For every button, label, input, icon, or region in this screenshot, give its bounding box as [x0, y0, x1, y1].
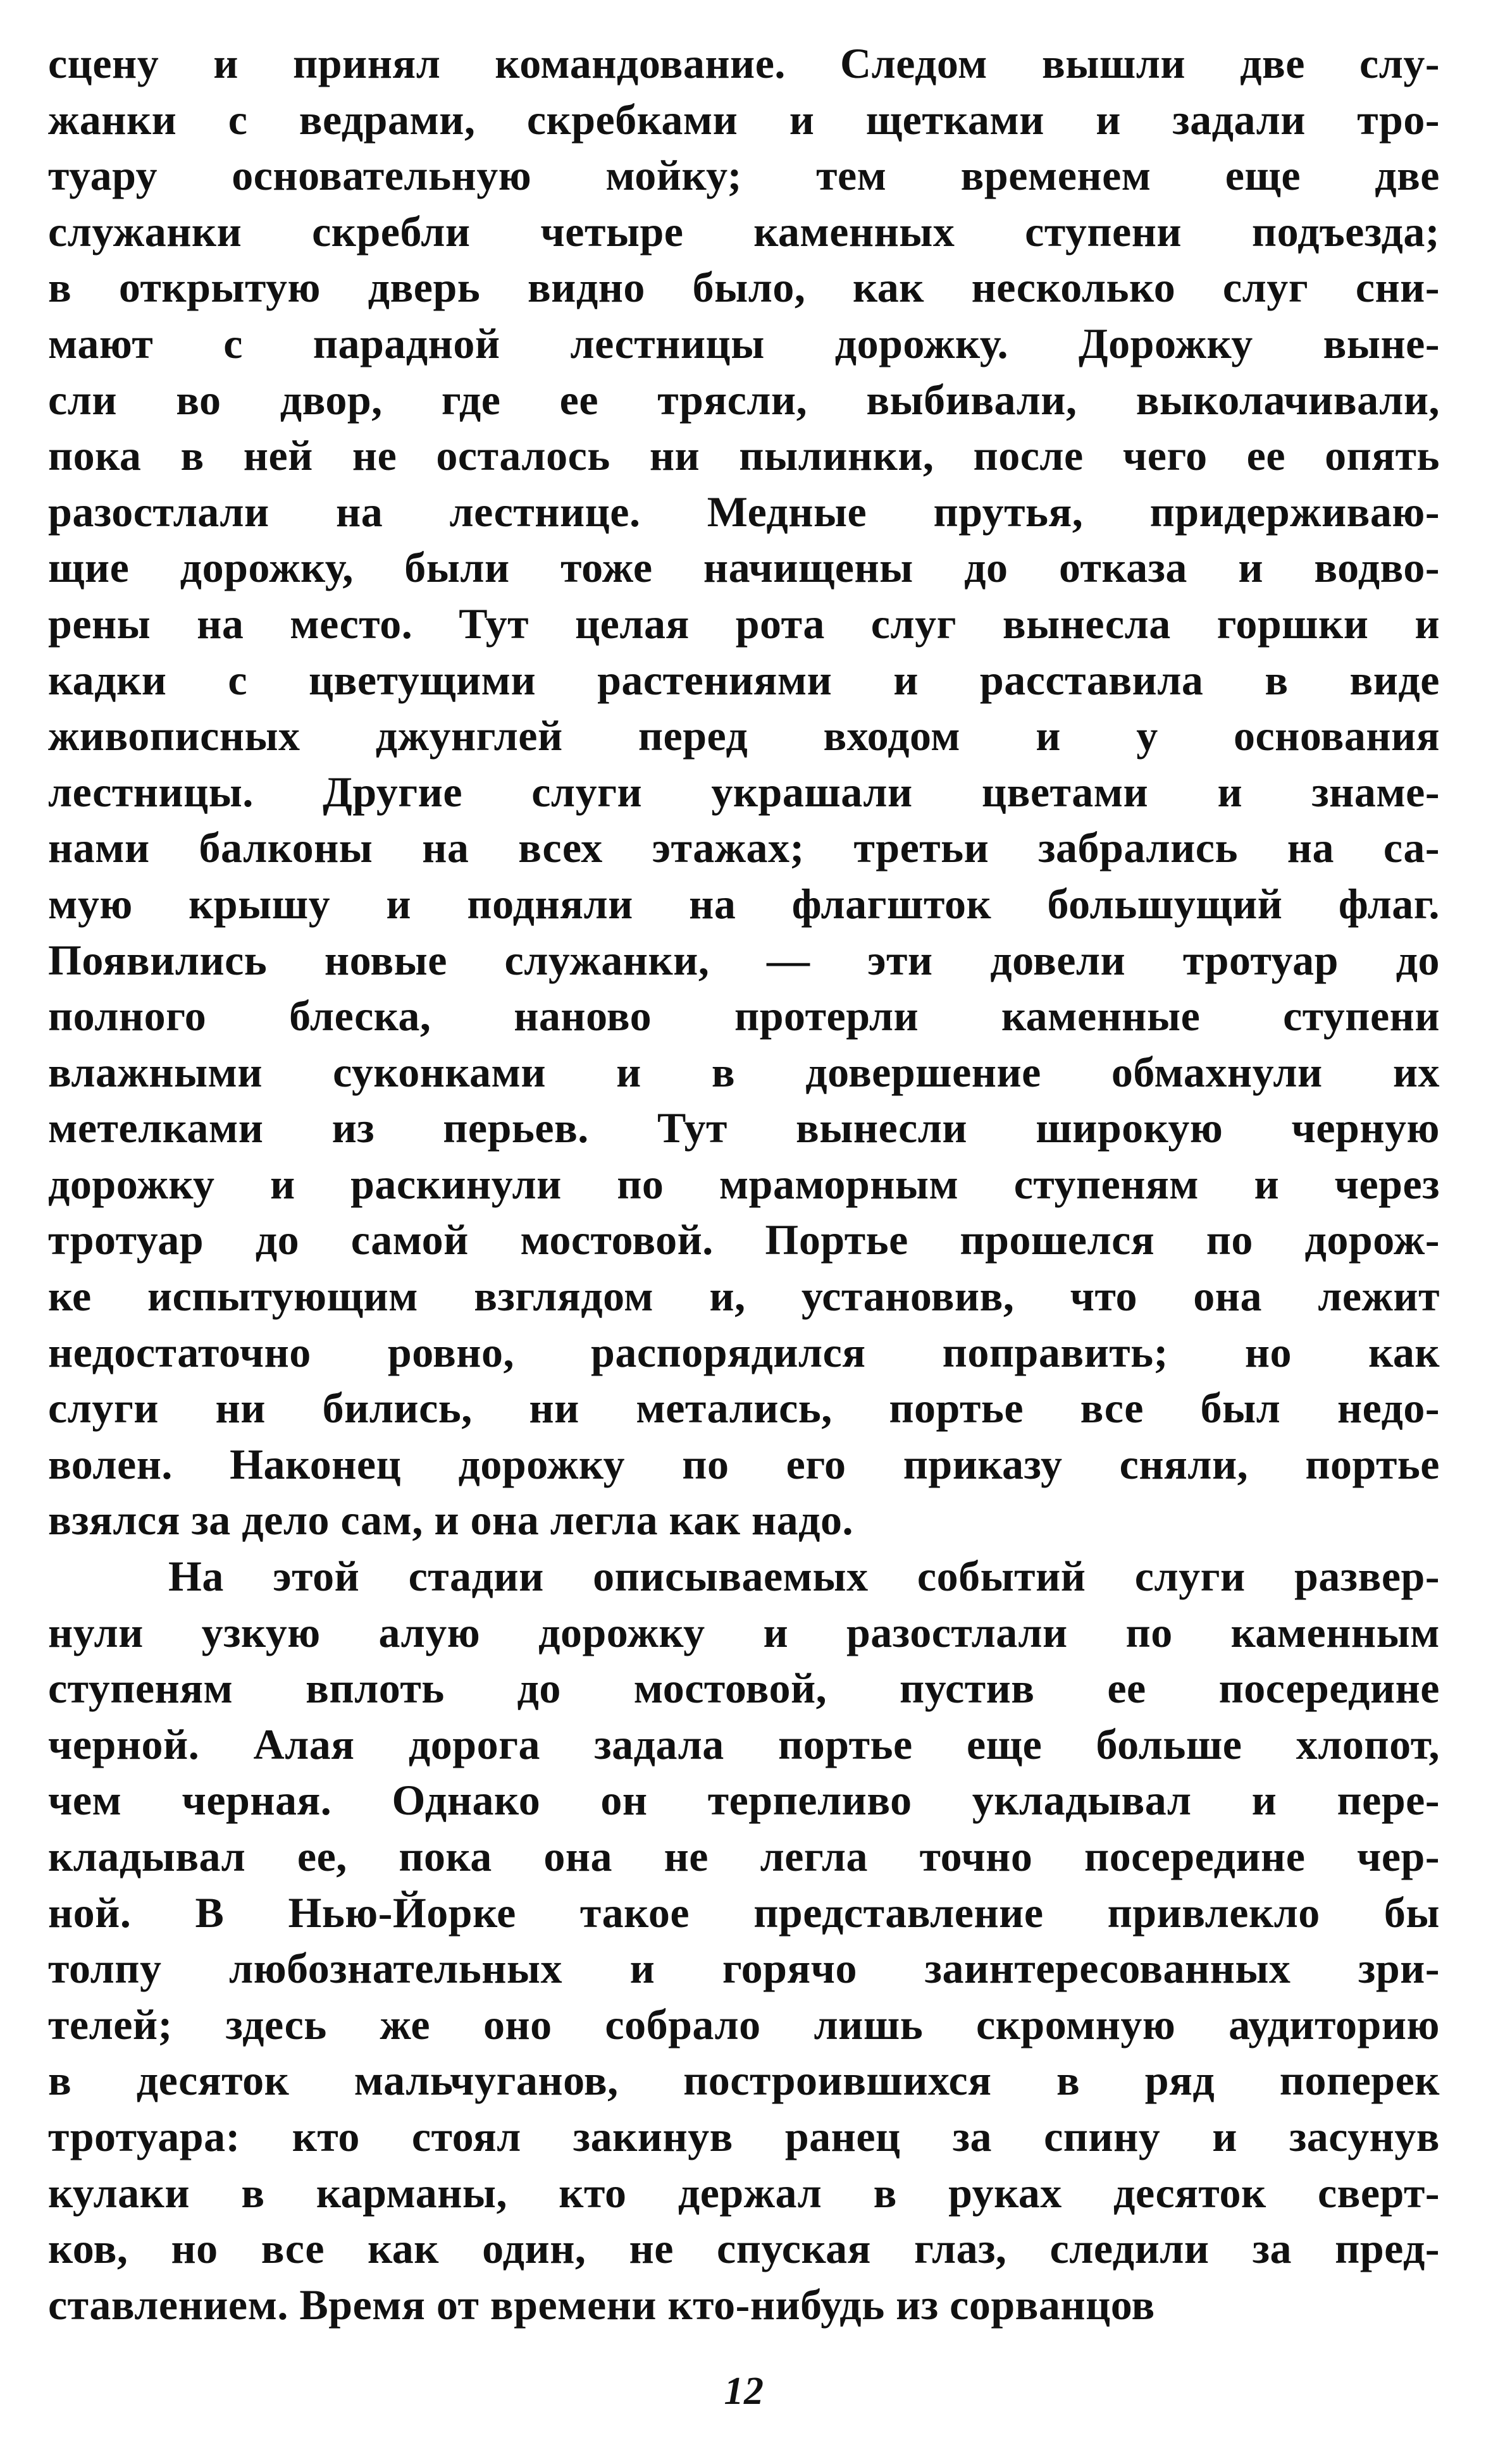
text-line: кадки с цветущими растениями и расставила в виде — [48, 655, 1440, 704]
text-line: тротуар до самой мостовой. Портье прошелся по дорож- — [48, 1216, 1440, 1264]
text-line: живописных джунглей перед входом и у основания — [48, 711, 1440, 760]
text-line: мую крышу и подняли на флагшток большущий флаг. — [48, 879, 1440, 928]
text-line: взялся за дело сам, и она легла как надо. — [48, 1496, 854, 1544]
text-body — [48, 35, 1440, 2332]
paragraph — [48, 35, 1440, 1548]
text-line: ков, но все как один, не спуская глаз, следили за пред- — [48, 2224, 1440, 2273]
text-line: ставлением. Время от времени кто-нибудь из сорванцов — [48, 2280, 1155, 2329]
text-line: ступеням вплоть до мостовой, пустив ее посередине — [48, 1664, 1440, 1713]
text-line: метелками из перьев. Тут вынесли широкую черную — [48, 1104, 1440, 1152]
text-line: сцену и принял командование. Следом вышли две слу- — [48, 39, 1440, 87]
text-line: телей; здесь же оно собрало лишь скромную аудиторию — [48, 2000, 1440, 2048]
text-line: волен. Наконец дорожку по его приказу сняли, портье — [48, 1439, 1440, 1488]
text-line: ной. В Нью-Йорке такое представление привлекло бы — [48, 1888, 1440, 1937]
text-line: дорожку и раскинули по мраморным ступеням и через — [48, 1159, 1440, 1208]
text-line: На этой стадии описываемых событий слуги развер- — [168, 1552, 1440, 1601]
page-number: 12 — [724, 2370, 764, 2413]
text-line: чем черная. Однако он терпеливо укладывал и пере- — [48, 1776, 1440, 1825]
text-line: кулаки в карманы, кто держал в руках десяток сверт- — [48, 2168, 1440, 2217]
text-line: разостлали на лестнице. Медные прутья, придерживаю- — [48, 487, 1440, 536]
text-line: сли во двор, где ее трясли, выбивали, выколачивали, — [48, 375, 1440, 424]
text-line: в десяток мальчуганов, построившихся в ряд поперек — [48, 2056, 1440, 2105]
text-line: щие дорожку, были тоже начищены до отказа и водво- — [48, 543, 1440, 592]
text-line: лестницы. Другие слуги украшали цветами и знаме- — [48, 767, 1440, 816]
text-line: слуги ни бились, ни метались, портье все был недо- — [48, 1384, 1440, 1432]
text-line: мают с парадной лестницы дорожку. Дорожку выне- — [48, 319, 1440, 367]
text-line: черной. Алая дорога задала портье еще больше хлопот, — [48, 1720, 1440, 1768]
text-line: тротуара: кто стоял закинув ранец за спину и засунув — [48, 2112, 1440, 2160]
text-line: нули узкую алую дорожку и разостлали по каменным — [48, 1608, 1440, 1656]
text-line: служанки скребли четыре каменных ступени подъезда; — [48, 207, 1440, 256]
text-line: в открытую дверь видно было, как несколько слуг сни- — [48, 263, 1440, 312]
text-line: жанки с ведрами, скребками и щетками и задали тро- — [48, 95, 1440, 144]
text-line: толпу любознательных и горячо заинтересованных зри- — [48, 1944, 1440, 1993]
text-line: полного блеска, наново протерли каменные ступени — [48, 992, 1440, 1040]
text-line: кладывал ее, пока она не легла точно посередине чер- — [48, 1832, 1440, 1880]
text-line: влажными суконками и в довершение обмахнули их — [48, 1047, 1440, 1096]
text-line: туару основательную мойку; тем временем еще две — [48, 151, 1440, 200]
text-line: ке испытующим взглядом и, установив, что она лежит — [48, 1272, 1440, 1321]
text-line: Появились новые служанки, — эти довели тротуар до — [48, 935, 1440, 984]
paragraph — [48, 1548, 1440, 2332]
text-line: пока в ней не осталось ни пылинки, после чего ее опять — [48, 431, 1440, 480]
text-line: рены на место. Тут целая рота слуг вынесла горшки и — [48, 599, 1440, 648]
text-line: нами балконы на всех этажах; третьи забрались на са- — [48, 823, 1440, 872]
text-line: недостаточно ровно, распорядился поправить; но как — [48, 1327, 1440, 1376]
book-page — [48, 35, 1440, 2439]
